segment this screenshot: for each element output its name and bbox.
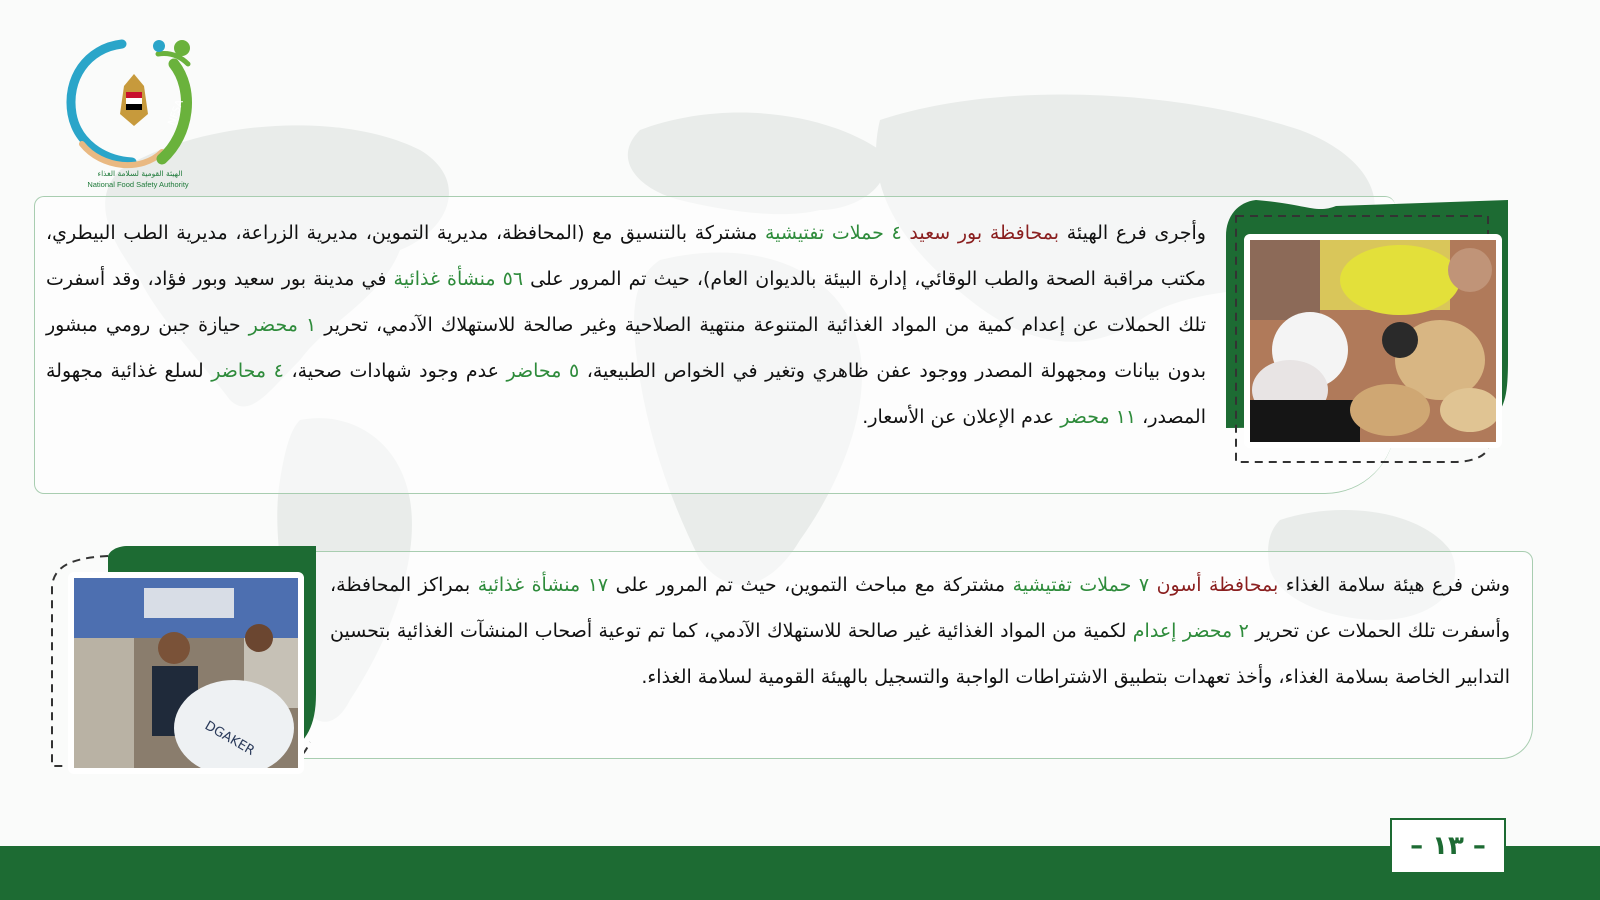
footer-band [0,846,1600,900]
text-segment: بمحافظة بور سعيد [909,222,1060,244]
section-aswan-text [330,562,1510,700]
svg-text:NFSA: NFSA [166,98,186,128]
text-segment: ٥ محاضر [506,360,580,382]
page-number: – ١٣ – [1390,818,1506,874]
text-segment [1149,574,1157,596]
aswan-inspection-photo [68,572,304,774]
logo-english-name: National Food Safety Authority [87,180,189,189]
text-segment: بمراكز المحافظة، وأسفرت تلك الحملات عن تحرير [330,574,1510,642]
text-segment: حيازة جبن رومي مبشور بدون بيانات ومجهولة المصدر ووجود عفن ظاهري وتغير في الخواص الطبيعية، [46,314,1206,382]
logo-arabic-name: الهيئة القومية لسلامة الغذاء [97,169,183,178]
text-segment: ٧ حملات تفتيشية [1012,574,1150,596]
text-segment: لكمية من المواد الغذائية غير صالحة للاستهلاك الآدمي، كما تم توعية أصحاب المنشآت الغذائية بتحسين التدابير الخاصة بسلامة الغذاء، وأخذ تعهدات بتطبيق الاشتراطات الواجبة والتسجيل بالهيئة القومية لسلامة الغذاء. [330,620,1510,688]
svg-text:DGAKER: DGAKER [202,718,257,759]
text-segment: مشتركة مع مباحث التموين، حيث تم المرور على [608,574,1013,596]
text-segment: ١١ محضر [1060,406,1137,428]
text-segment: ٤ حملات تفتيشية [764,222,902,244]
text-segment: بمحافظة أسون [1156,574,1279,596]
text-segment: وشن فرع هيئة سلامة الغذاء [1278,574,1510,596]
text-segment: ٤ محاضر [211,360,284,382]
text-segment: عدم الإعلان عن الأسعار. [862,406,1061,428]
text-segment: ١٧ منشأة غذائية [477,574,609,596]
port-said-inspection-photo [1244,234,1502,448]
section-port-said-text [46,210,1206,440]
text-segment: ٢ محضر إعدام [1132,620,1249,642]
text-segment: ١ محضر [248,314,317,336]
text-segment: في مدينة بور سعيد وبور فؤاد، وقد أسفرت تلك الحملات عن إعدام كمية من المواد الغذائية المتنوعة منتهية الصلاحية وغير صالحة للاستهلاك الآدمي، تحرير [46,268,1206,336]
text-segment: وأجرى فرع الهيئة [1059,222,1206,244]
text-segment: لسلع غذائية مجهولة المصدر، [46,360,1206,428]
text-segment: عدم وجود شهادات صحية، [283,360,507,382]
text-segment: مشتركة بالتنسيق مع (المحافظة، مديرية التموين، مديرية الزراعة، مديرية الطب البيطري، مكتب مراقبة الصحة والطب الوقائي، إدارة البيئة بالديوان العام)، حيث تم المرور على [46,222,1206,290]
text-segment: ٥٦ منشأة غذائية [393,268,524,290]
